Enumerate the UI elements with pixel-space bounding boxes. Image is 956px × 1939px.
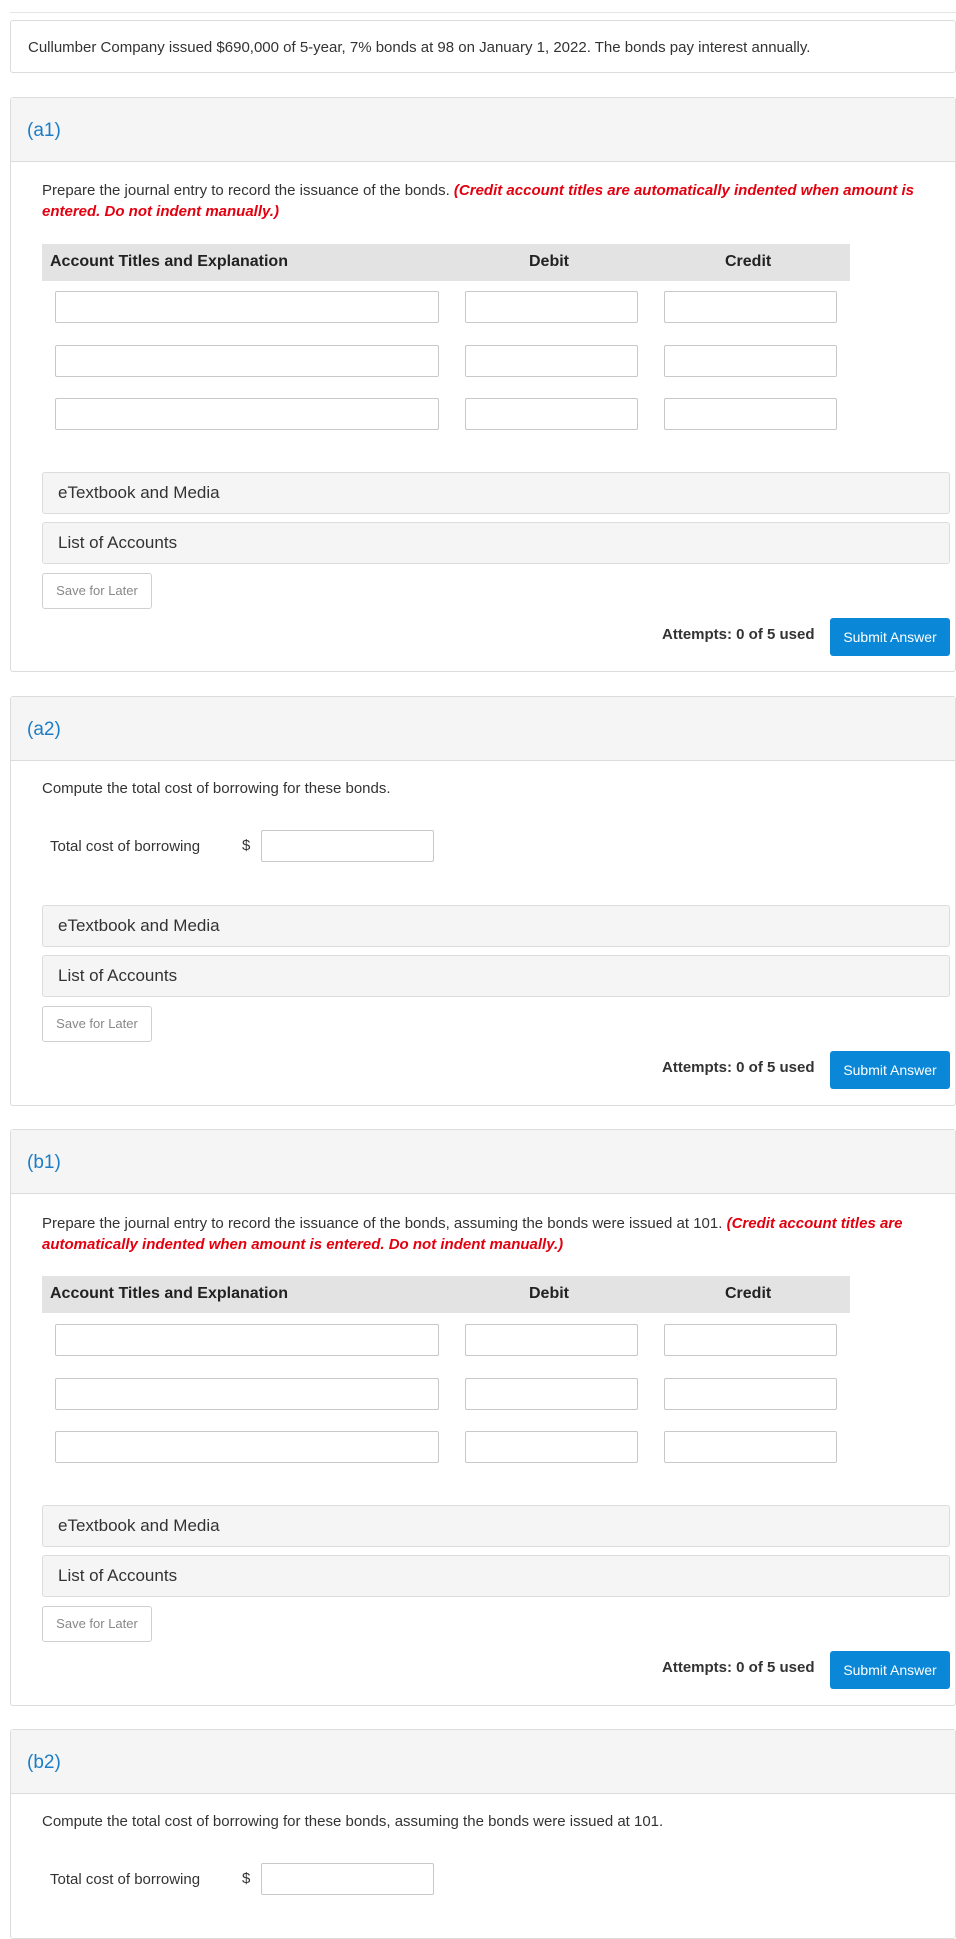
part-a1-note: (Credit account titles are automatically indented when amount is entered. Do not indent manually.) bbox=[42, 182, 915, 220]
total-cost-label-b2: Total cost of borrowing bbox=[50, 1871, 201, 1888]
attempts-a1: Attempts: 0 of 5 used bbox=[662, 626, 815, 643]
total-cost-input-b2[interactable] bbox=[261, 1863, 434, 1895]
account-input-a1-row3[interactable] bbox=[55, 398, 439, 430]
save-for-later-a2[interactable]: Save for Later bbox=[42, 1006, 152, 1042]
col-credit-header: Credit bbox=[725, 1285, 772, 1302]
col-debit-header: Debit bbox=[529, 1285, 569, 1302]
dollar-sign-b2: $ bbox=[242, 1870, 251, 1887]
debit-input-a1-row3[interactable] bbox=[465, 398, 638, 430]
etextbook-media-a1[interactable]: eTextbook and Media bbox=[42, 472, 950, 514]
part-b2-question: Compute the total cost of borrowing for these bonds, assuming the bonds were issued at 101. bbox=[42, 1813, 664, 1830]
problem-statement: Cullumber Company issued $690,000 of 5-year, 7% bonds at 98 on January 1, 2022. The bonds pay interest annually. bbox=[10, 20, 956, 73]
credit-input-a1-row2[interactable] bbox=[664, 345, 837, 377]
journal-header-b1 bbox=[42, 1276, 850, 1313]
part-b1-note: (Credit account titles are automatically indented when amount is entered. Do not indent manually.) bbox=[42, 1215, 903, 1253]
part-a2-question: Compute the total cost of borrowing for these bonds. bbox=[42, 780, 391, 797]
etextbook-media-a2[interactable]: eTextbook and Media bbox=[42, 905, 950, 947]
credit-input-a1-row3[interactable] bbox=[664, 398, 837, 430]
part-a1-question-text: Prepare the journal entry to record the issuance of the bonds. bbox=[42, 182, 450, 199]
account-input-b1-row1[interactable] bbox=[55, 1324, 439, 1356]
part-b1-header: (b1) bbox=[11, 1130, 955, 1194]
journal-header-a1 bbox=[42, 244, 850, 281]
account-input-b1-row2[interactable] bbox=[55, 1378, 439, 1410]
debit-input-a1-row1[interactable] bbox=[465, 291, 638, 323]
submit-answer-b1[interactable]: Submit Answer bbox=[830, 1651, 950, 1689]
account-input-b1-row3[interactable] bbox=[55, 1431, 439, 1463]
attempts-a2: Attempts: 0 of 5 used bbox=[662, 1059, 815, 1076]
submit-answer-a2[interactable]: Submit Answer bbox=[830, 1051, 950, 1089]
credit-input-a1-row1[interactable] bbox=[664, 291, 837, 323]
account-input-a1-row1[interactable] bbox=[55, 291, 439, 323]
submit-answer-a1[interactable]: Submit Answer bbox=[830, 618, 950, 656]
list-of-accounts-b1[interactable]: List of Accounts bbox=[42, 1555, 950, 1597]
list-of-accounts-a2[interactable]: List of Accounts bbox=[42, 955, 950, 997]
credit-input-b1-row1[interactable] bbox=[664, 1324, 837, 1356]
debit-input-a1-row2[interactable] bbox=[465, 345, 638, 377]
part-a1-question bbox=[42, 180, 922, 222]
col-account-header: Account Titles and Explanation bbox=[50, 253, 288, 270]
account-input-a1-row2[interactable] bbox=[55, 345, 439, 377]
dollar-sign-a2: $ bbox=[242, 837, 251, 854]
part-a1 bbox=[10, 97, 956, 672]
debit-input-b1-row1[interactable] bbox=[465, 1324, 638, 1356]
col-account-header: Account Titles and Explanation bbox=[50, 1285, 288, 1302]
part-b1-question-text: Prepare the journal entry to record the issuance of the bonds, assuming the bonds were issued at 101. bbox=[42, 1215, 723, 1232]
debit-input-b1-row3[interactable] bbox=[465, 1431, 638, 1463]
col-credit-header: Credit bbox=[725, 253, 772, 270]
col-debit-header: Debit bbox=[529, 253, 569, 270]
part-a2 bbox=[10, 696, 956, 1106]
part-a1-header: (a1) bbox=[11, 98, 955, 162]
part-b2 bbox=[10, 1729, 956, 1939]
part-b1-question bbox=[42, 1213, 932, 1255]
attempts-b1: Attempts: 0 of 5 used bbox=[662, 1659, 815, 1676]
list-of-accounts-a1[interactable]: List of Accounts bbox=[42, 522, 950, 564]
save-for-later-a1[interactable]: Save for Later bbox=[42, 573, 152, 609]
total-cost-label-a2: Total cost of borrowing bbox=[50, 838, 201, 855]
etextbook-media-b1[interactable]: eTextbook and Media bbox=[42, 1505, 950, 1547]
save-for-later-b1[interactable]: Save for Later bbox=[42, 1606, 152, 1642]
credit-input-b1-row2[interactable] bbox=[664, 1378, 837, 1410]
part-b1 bbox=[10, 1129, 956, 1706]
debit-input-b1-row2[interactable] bbox=[465, 1378, 638, 1410]
top-divider bbox=[10, 12, 956, 13]
part-b2-header: (b2) bbox=[11, 1730, 955, 1794]
total-cost-input-a2[interactable] bbox=[261, 830, 434, 862]
credit-input-b1-row3[interactable] bbox=[664, 1431, 837, 1463]
part-a2-header: (a2) bbox=[11, 697, 955, 761]
